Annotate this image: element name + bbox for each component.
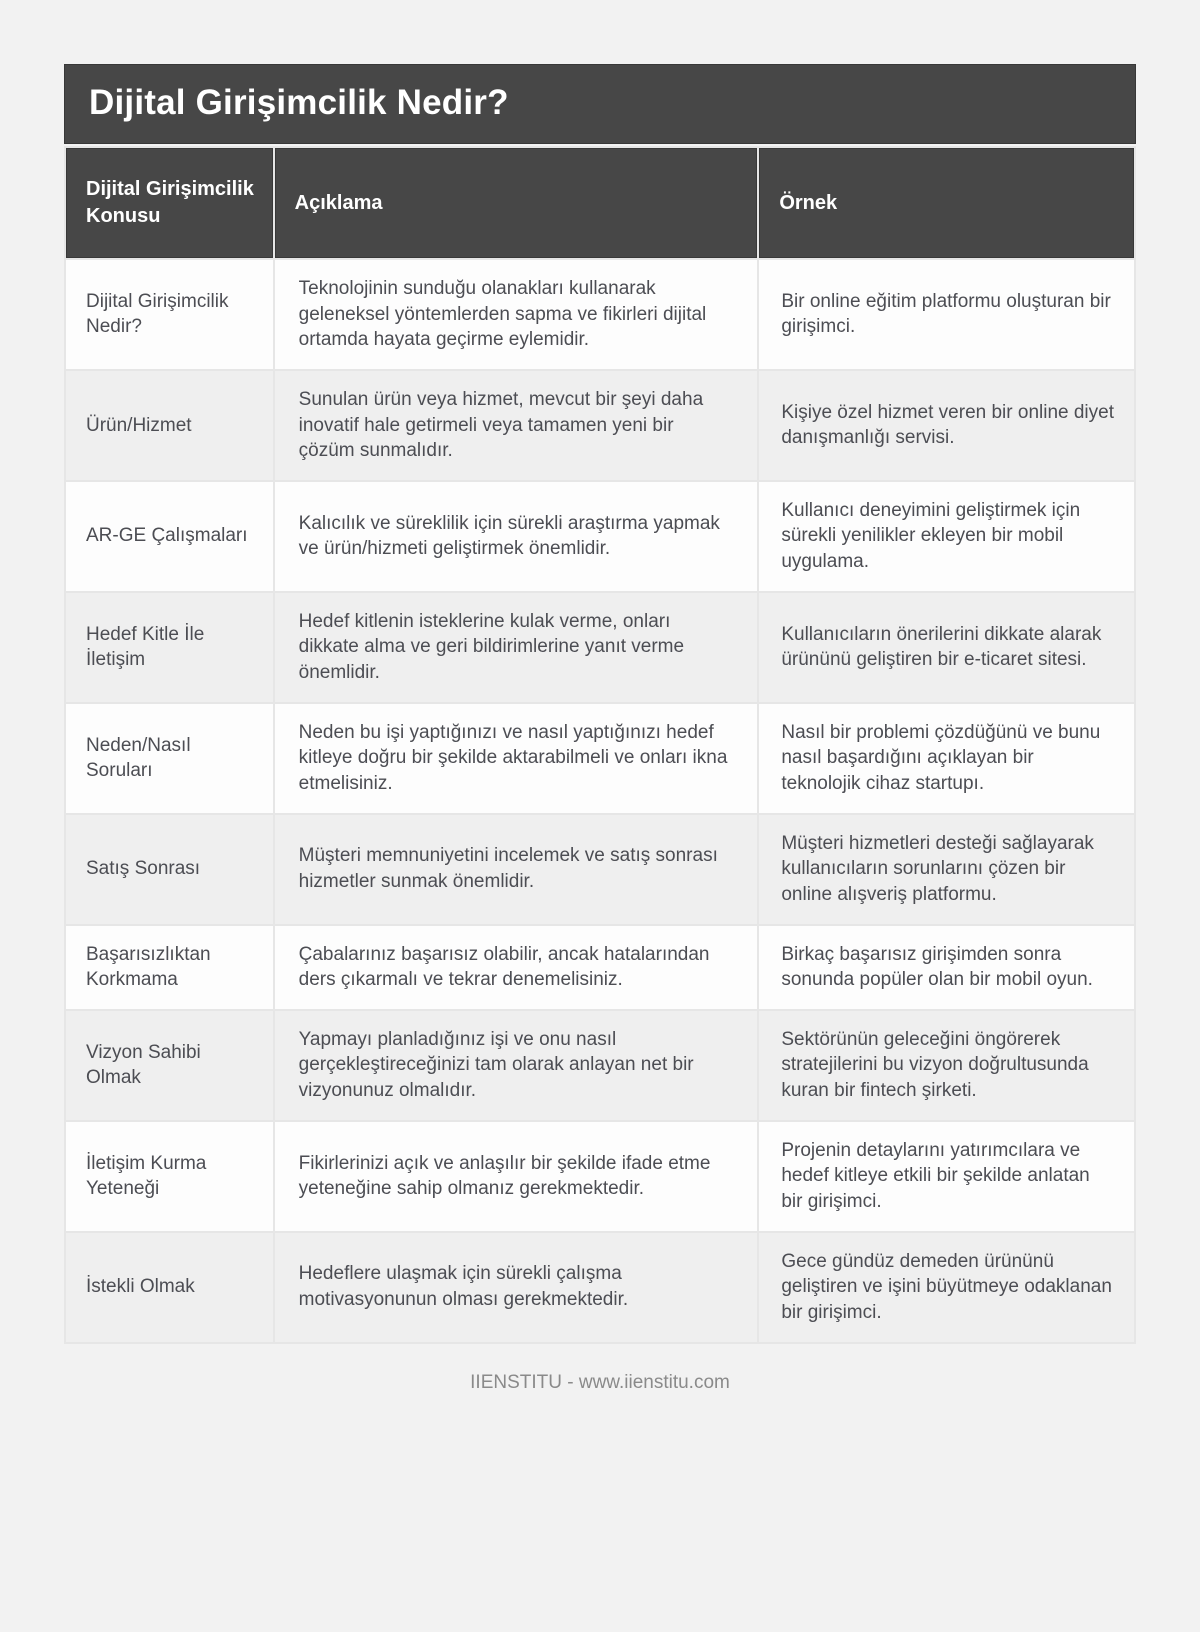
example-cell: Nasıl bir problemi çözdüğünü ve bunu nasıl başardığını açıklayan bir teknolojik cihaz startupı.	[758, 703, 1135, 814]
desc-cell: Hedef kitlenin isteklerine kulak verme, onları dikkate alma ve geri bildirimlerine yanıt verme önemlidir.	[274, 592, 759, 703]
desc-cell: Fikirlerinizi açık ve anlaşılır bir şekilde ifade etme yeteneğine sahip olmanız gerekmektedir.	[274, 1121, 759, 1232]
example-cell: Sektörünün geleceğini öngörerek stratejilerini bu vizyon doğrultusunda kuran bir fintech şirketi.	[758, 1010, 1135, 1121]
topic-cell: Neden/Nasıl Soruları	[65, 703, 274, 814]
topic-cell: Başarısızlıktan Korkmama	[65, 925, 274, 1010]
example-cell: Kişiye özel hizmet veren bir online diyet danışmanlığı servisi.	[758, 370, 1135, 481]
table-row	[65, 592, 1135, 703]
table-header	[65, 147, 1135, 259]
desc-cell: Teknolojinin sunduğu olanakları kullanarak geleneksel yöntemlerden sapma ve fikirleri dijital ortamda hayata geçirme eylemidir.	[274, 259, 759, 370]
table-row	[65, 1121, 1135, 1232]
table-row	[65, 1010, 1135, 1121]
desc-cell: Sunulan ürün veya hizmet, mevcut bir şeyi daha inovatif hale getirmeli veya tamamen yeni bir çözüm sunmalıdır.	[274, 370, 759, 481]
desc-cell: Çabalarınız başarısız olabilir, ancak hatalarından ders çıkarmalı ve tekrar denemelisiniz.	[274, 925, 759, 1010]
topic-cell: Ürün/Hizmet	[65, 370, 274, 481]
desc-cell: Hedeflere ulaşmak için sürekli çalışma motivasyonunun olması gerekmektedir.	[274, 1232, 759, 1343]
topic-cell: Vizyon Sahibi Olmak	[65, 1010, 274, 1121]
example-cell: Bir online eğitim platformu oluşturan bir girişimci.	[758, 259, 1135, 370]
topic-cell: AR-GE Çalışmaları	[65, 481, 274, 592]
column-header-topic: Dijital Girişimcilik Konusu	[65, 147, 274, 259]
digital-entrepreneurship-table	[64, 146, 1136, 1344]
table-row	[65, 481, 1135, 592]
desc-cell: Neden bu işi yaptığınızı ve nasıl yaptığınızı hedef kitleye doğru bir şekilde aktarabilmeli ve onları ikna etmelisiniz.	[274, 703, 759, 814]
footer-credit: IIENSTITU - www.iienstitu.com	[470, 1371, 730, 1393]
example-cell: Kullanıcıların önerilerini dikkate alarak ürününü geliştiren bir e-ticaret sitesi.	[758, 592, 1135, 703]
desc-cell: Müşteri memnuniyetini incelemek ve satış sonrası hizmetler sunmak önemlidir.	[274, 814, 759, 925]
example-cell: Projenin detaylarını yatırımcılara ve hedef kitleye etkili bir şekilde anlatan bir girişimci.	[758, 1121, 1135, 1232]
content-card	[64, 64, 1136, 1344]
column-header-example: Örnek	[758, 147, 1135, 259]
topic-cell: İstekli Olmak	[65, 1232, 274, 1343]
topic-cell: Satış Sonrası	[65, 814, 274, 925]
desc-cell: Kalıcılık ve süreklilik için sürekli araştırma yapmak ve ürün/hizmeti geliştirmek önemlidir.	[274, 481, 759, 592]
table-row	[65, 259, 1135, 370]
topic-cell: İletişim Kurma Yeteneği	[65, 1121, 274, 1232]
table-row	[65, 370, 1135, 481]
desc-cell: Yapmayı planladığınız işi ve onu nasıl gerçekleştireceğinizi tam olarak anlayan net bir vizyonunuz olmalıdır.	[274, 1010, 759, 1121]
table-row	[65, 703, 1135, 814]
example-cell: Müşteri hizmetleri desteği sağlayarak kullanıcıların sorunlarını çözen bir online alışveriş platformu.	[758, 814, 1135, 925]
topic-cell: Dijital Girişimcilik Nedir?	[65, 259, 274, 370]
page-title: Dijital Girişimcilik Nedir?	[64, 64, 1136, 144]
table-row	[65, 1232, 1135, 1343]
example-cell: Kullanıcı deneyimini geliştirmek için sürekli yenilikler ekleyen bir mobil uygulama.	[758, 481, 1135, 592]
topic-cell: Hedef Kitle İle İletişim	[65, 592, 274, 703]
column-header-description: Açıklama	[274, 147, 759, 259]
example-cell: Birkaç başarısız girişimden sonra sonunda popüler olan bir mobil oyun.	[758, 925, 1135, 1010]
header-row	[65, 147, 1135, 259]
example-cell: Gece gündüz demeden ürününü geliştiren ve işini büyütmeye odaklanan bir girişimci.	[758, 1232, 1135, 1343]
table-body	[65, 259, 1135, 1343]
table-row	[65, 925, 1135, 1010]
table-row	[65, 814, 1135, 925]
